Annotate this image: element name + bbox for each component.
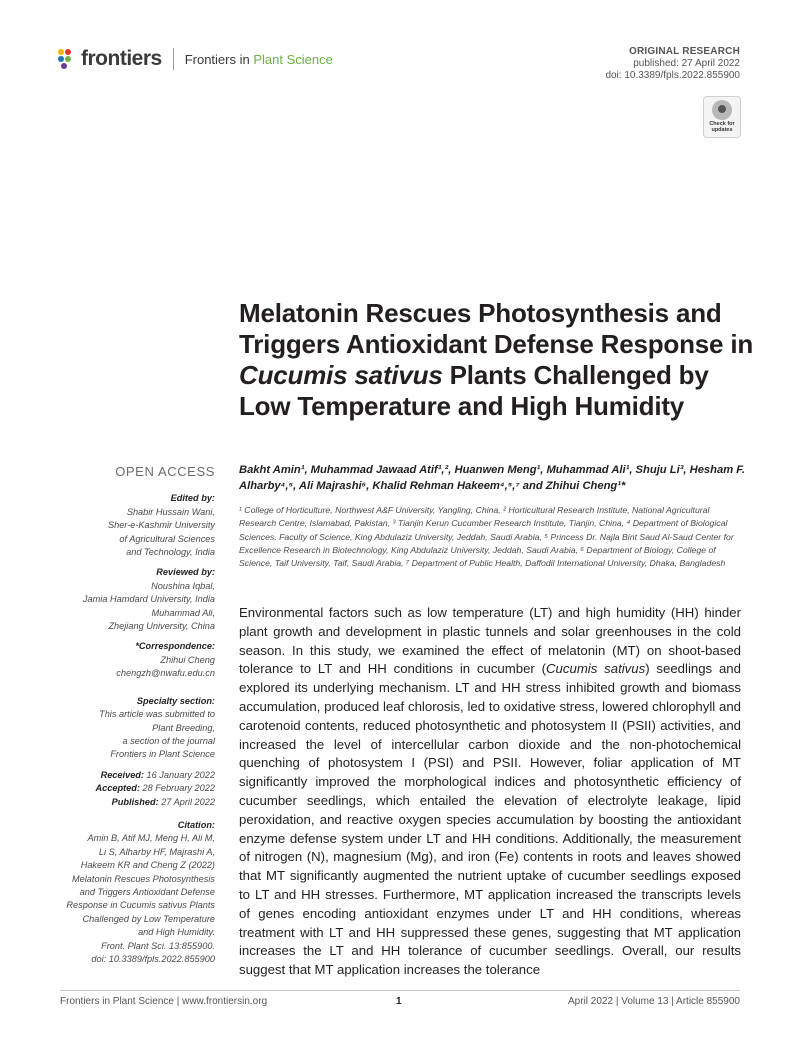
page-number: 1	[396, 996, 402, 1007]
footer-volume: April 2022 | Volume 13 | Article 855900	[568, 996, 740, 1007]
doi[interactable]: doi: 10.3389/fpls.2022.855900	[605, 70, 740, 81]
citation-doi[interactable]: doi: 10.3389/fpls.2022.855900	[91, 954, 215, 964]
correspondence-email[interactable]: chengzh@nwafu.edu.cn	[116, 668, 215, 679]
article-type: ORIGINAL RESEARCH	[628, 46, 740, 57]
check-updates-label: Check for updates	[709, 121, 735, 133]
frontiers-logo-icon	[58, 49, 76, 69]
journal-header	[58, 47, 333, 71]
author-list: Bakht Amin¹, Muhammad Jawaad Atif¹,², Huanwen Meng¹, Muhammad Ali¹, Shuju Li³, Hesham F. Alharby⁴,⁵, Ali Majrashi⁶, Khalid Rehman Hakeem⁴,⁵,⁷ and Zhihui Cheng¹*	[239, 464, 745, 492]
frontiers-wordmark: frontiers	[81, 47, 162, 70]
published-date: published: 27 April 2022	[633, 58, 740, 69]
open-access-label: OPEN ACCESS	[115, 464, 215, 479]
reviewed-by-section: Reviewed by: Noushina Iqbal, Jamia Hamdard University, India Muhammad Ali, Zhejiang University, China	[82, 567, 215, 632]
citation-section: Citation: Amin B, Atif MJ, Meng H, Ali M, Li S, Alharby HF, Majrashi A, Hakeem KR and Cheng Z (2022) Melatonin Rescues Photosynthesis and Triggers Antioxidant Defense Response in Cucumis sativus Plants Challenged by Low Temperature and High Humidity. Front. Plant Sci. 13:855900. doi: 10.3389/fpls.2022.855900	[60, 819, 215, 966]
journal-name[interactable]: Frontiers in Plant Science	[184, 51, 333, 67]
abstract: Environmental factors such as low temperature (LT) and high humidity (HH) hinder plant growth and development in plastic tunnels and solar greenhouses in the cold season. In this study, we examined the effect of melatonin (MT) on shoot-based tolerance to LT and HH conditions in cucumber (Cucumis sativus) seedlings and explored its underlying mechanism. LT and HH stress inhibited growth and biomass accumulation, produced leaf chlorosis, led to oxidative stress, lowered chlorophyll and carotenoid contents, reduced photosynthetic and photosystem II (PSII) activities, and increased the level of intercellular carbon dioxide and the non-photochemical quenching of photosystem I (PSI) and PSII. However, foliar application of MT significantly improved the morphological indices and photosynthetic efficiency of cucumber seedlings, which entailed the elevation of electrolyte leakage, lipid peroxidation, and reactive oxygen species accumulation by boosting the antioxidant enzyme defense system under LT and HH conditions. Additionally, the measurement of nitrogen (N), magnesium (Mg), and iron (Fe) contents in roots and leaves showed that MT significantly augmented the nutrient uptake of cucumber seedlings exposed to LT and HH stresses. Furthermore, MT application increased the transcripts levels of genes encoding antioxidant enzymes under LT and HH conditions, whereas treatment with LT and HH suppressed these genes, suggesting that MT application increases the LT and HH tolerance of cucumber seedlings. Overall, our results suggest that MT application increases the tolerance	[239, 605, 741, 978]
edited-by-section: Edited by: Shabir Hussain Wani, Sher-e-Kashmir University of Agricultural Sciences and Technology, India	[107, 493, 215, 558]
footer-journal[interactable]: Frontiers in Plant Science | www.frontiersin.org	[60, 996, 268, 1007]
footer-divider	[60, 990, 740, 991]
article-meta	[605, 46, 740, 82]
specialty-section: Specialty section: This article was submitted to Plant Breeding, a section of the journal Frontiers in Plant Science	[99, 695, 215, 760]
check-updates-icon	[712, 100, 732, 120]
article-sidebar	[60, 465, 215, 973]
check-for-updates-button[interactable]	[703, 96, 741, 138]
header-divider	[173, 48, 174, 70]
article-title: Melatonin Rescues Photosynthesis and Triggers Antioxidant Defense Response in Cucumis sativus Plants Challenged by Low Temperature and High Humidity	[239, 298, 754, 421]
correspondence-section: *Correspondence: Zhihui Cheng chengzh@nwafu.edu.cn	[60, 640, 215, 680]
dates-section: Received: 16 January 2022 Accepted: 28 February 2022 Published: 27 April 2022	[95, 769, 215, 807]
affiliations: ¹ College of Horticulture, Northwest A&F University, Yangling, China, ² Horticultural Research Institute, National Agricultural Research Centre, Islamabad, Pakistan, ³ Tianjin Kerun Cucumber Research Institute, Tianjin, China, ⁴ Department of Biological Sciences, Faculty of Science, King Abdulaziz University, Jeddah, Saudi Arabia, ⁵ Princess Dr. Najla Bint Saud Al-Saud Center for Excellence Research in Biotechnology, King Abdulaziz University, Jeddah, Saudi Arabia, ⁶ Department of Biology, College of Science, Taif University, Taif, Saudi Arabia, ⁷ Department of Public Health, Daffodil International University, Dhaka, Bangladesh	[239, 505, 734, 569]
